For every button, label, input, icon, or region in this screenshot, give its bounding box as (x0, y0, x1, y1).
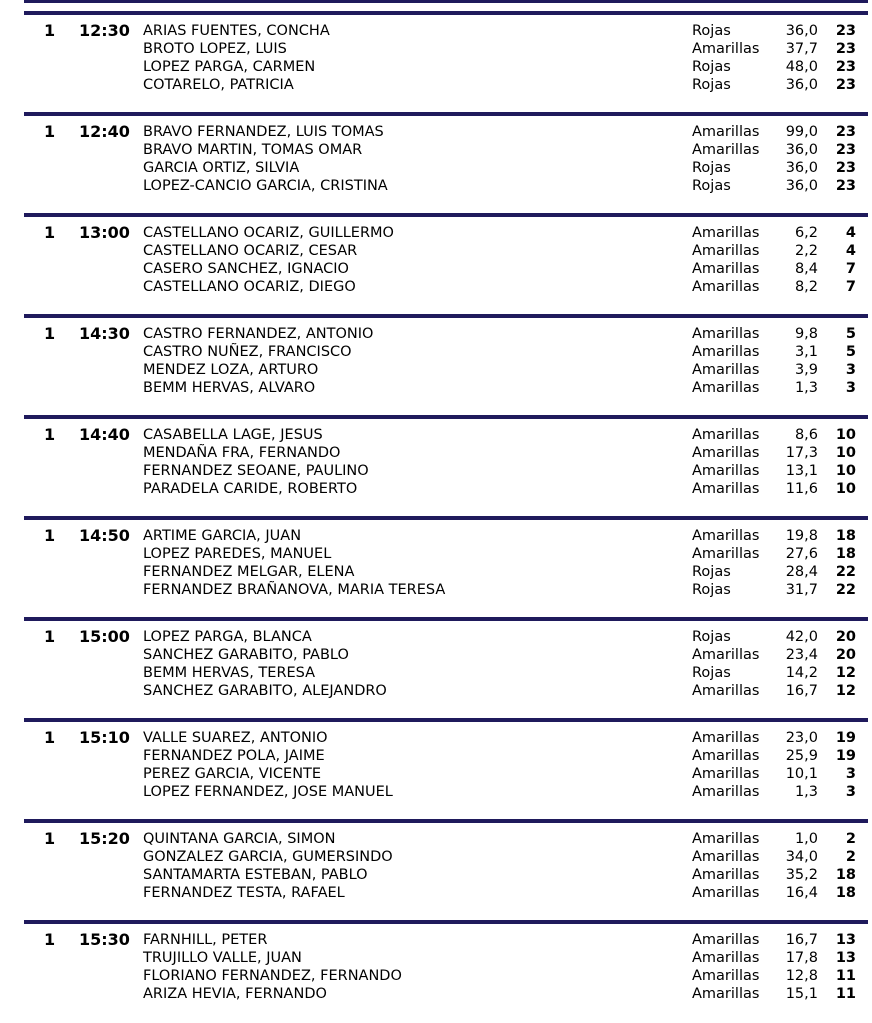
hole-number: 1 (44, 324, 56, 343)
player-row (0, 325, 872, 343)
handicap-index: 42,0 (785, 629, 818, 645)
handicap-index: 37,7 (785, 41, 818, 57)
handicap-index: 1,3 (794, 784, 818, 800)
handicap-index: 34,0 (785, 849, 818, 865)
handicap-index: 36,0 (785, 77, 818, 93)
group-divider (24, 213, 868, 217)
player-row (0, 480, 872, 498)
player-row (0, 931, 872, 949)
player-row (0, 426, 872, 444)
player-name: BRAVO MARTIN, TOMAS OMAR (143, 142, 363, 158)
tee-color: Rojas (692, 160, 731, 176)
playing-handicap: 7 (845, 261, 856, 277)
tee-color: Amarillas (692, 326, 760, 342)
tee-color: Amarillas (692, 766, 760, 782)
player-row (0, 581, 872, 599)
tee-time: 14:40 (79, 425, 130, 444)
player-row (0, 123, 872, 141)
tee-color: Amarillas (692, 867, 760, 883)
tee-time: 12:30 (79, 21, 130, 40)
tee-color: Rojas (692, 665, 731, 681)
hole-number: 1 (44, 627, 56, 646)
playing-handicap: 7 (845, 279, 856, 295)
handicap-index: 14,2 (785, 665, 818, 681)
handicap-index: 1,3 (794, 380, 818, 396)
tee-color: Rojas (692, 77, 731, 93)
handicap-index: 8,6 (794, 427, 818, 443)
player-name: CASTELLANO OCARIZ, GUILLERMO (143, 225, 394, 241)
playing-handicap: 20 (835, 629, 856, 645)
playing-handicap: 23 (835, 178, 856, 194)
player-name: CASABELLA LAGE, JESUS (143, 427, 323, 443)
player-row (0, 224, 872, 242)
playing-handicap: 18 (835, 885, 856, 901)
tee-time: 15:20 (79, 829, 130, 848)
player-row (0, 664, 872, 682)
tee-color: Amarillas (692, 528, 760, 544)
tee-color: Amarillas (692, 885, 760, 901)
player-name: FERNANDEZ SEOANE, PAULINO (143, 463, 369, 479)
player-list (0, 830, 872, 902)
playing-handicap: 19 (835, 748, 856, 764)
group-divider (24, 718, 868, 722)
handicap-index: 35,2 (785, 867, 818, 883)
tee-color: Rojas (692, 629, 731, 645)
player-row (0, 278, 872, 296)
player-row (0, 949, 872, 967)
tee-time-group (0, 920, 872, 1021)
player-row (0, 563, 872, 581)
tee-color: Amarillas (692, 986, 760, 1002)
player-row (0, 22, 872, 40)
playing-handicap: 13 (835, 932, 856, 948)
handicap-index: 25,9 (785, 748, 818, 764)
player-row (0, 141, 872, 159)
tee-time: 14:30 (79, 324, 130, 343)
handicap-index: 19,8 (785, 528, 818, 544)
tee-color: Rojas (692, 59, 731, 75)
player-row (0, 260, 872, 278)
player-name: LOPEZ FERNANDEZ, JOSE MANUEL (143, 784, 393, 800)
player-name: LOPEZ PAREDES, MANUEL (143, 546, 332, 562)
group-divider (24, 516, 868, 520)
tee-time-group (0, 314, 872, 415)
tee-color: Rojas (692, 564, 731, 580)
handicap-index: 11,6 (785, 481, 818, 497)
playing-handicap: 10 (835, 463, 856, 479)
handicap-index: 15,1 (785, 986, 818, 1002)
player-row (0, 361, 872, 379)
playing-handicap: 22 (835, 564, 856, 580)
handicap-index: 6,2 (794, 225, 818, 241)
player-name: CASTRO NUÑEZ, FRANCISCO (143, 344, 352, 360)
player-name: LOPEZ PARGA, BLANCA (143, 629, 312, 645)
group-divider (24, 112, 868, 116)
handicap-index: 1,0 (794, 831, 818, 847)
tee-color: Amarillas (692, 683, 760, 699)
handicap-index: 2,2 (794, 243, 818, 259)
playing-handicap: 18 (835, 546, 856, 562)
playing-handicap: 13 (835, 950, 856, 966)
player-row (0, 729, 872, 747)
tee-time-group (0, 11, 872, 112)
player-name: PARADELA CARIDE, ROBERTO (143, 481, 358, 497)
playing-handicap: 23 (835, 77, 856, 93)
handicap-index: 27,6 (785, 546, 818, 562)
player-list (0, 426, 872, 498)
handicap-index: 17,3 (785, 445, 818, 461)
player-row (0, 343, 872, 361)
player-row (0, 848, 872, 866)
tee-color: Amarillas (692, 427, 760, 443)
handicap-index: 8,4 (794, 261, 818, 277)
player-name: VALLE SUAREZ, ANTONIO (143, 730, 328, 746)
player-name: SANTAMARTA ESTEBAN, PABLO (143, 867, 368, 883)
player-row (0, 628, 872, 646)
tee-color: Rojas (692, 178, 731, 194)
handicap-index: 48,0 (785, 59, 818, 75)
tee-color: Amarillas (692, 784, 760, 800)
group-divider (24, 415, 868, 419)
player-name: CASERO SANCHEZ, IGNACIO (143, 261, 349, 277)
player-list (0, 22, 872, 94)
playing-handicap: 5 (845, 344, 856, 360)
player-name: BEMM HERVAS, ALVARO (143, 380, 316, 396)
hole-number: 1 (44, 21, 56, 40)
player-row (0, 765, 872, 783)
playing-handicap: 23 (835, 41, 856, 57)
player-list (0, 931, 872, 1003)
tee-color: Amarillas (692, 124, 760, 140)
player-name: FLORIANO FERNANDEZ, FERNANDO (143, 968, 402, 984)
player-name: ARIAS FUENTES, CONCHA (143, 23, 330, 39)
tee-color: Amarillas (692, 932, 760, 948)
tee-time: 13:00 (79, 223, 130, 242)
player-row (0, 462, 872, 480)
handicap-index: 3,1 (794, 344, 818, 360)
player-row (0, 159, 872, 177)
tee-color: Amarillas (692, 445, 760, 461)
group-divider (24, 314, 868, 318)
playing-handicap: 3 (845, 766, 856, 782)
handicap-index: 23,4 (785, 647, 818, 663)
playing-handicap: 10 (835, 445, 856, 461)
handicap-index: 16,7 (785, 683, 818, 699)
player-row (0, 646, 872, 664)
player-list (0, 325, 872, 397)
player-name: FARNHILL, PETER (143, 932, 268, 948)
handicap-index: 10,1 (785, 766, 818, 782)
tee-color: Amarillas (692, 362, 760, 378)
handicap-index: 3,9 (794, 362, 818, 378)
player-row (0, 545, 872, 563)
tee-color: Amarillas (692, 831, 760, 847)
tee-time: 15:10 (79, 728, 130, 747)
playing-handicap: 23 (835, 160, 856, 176)
playing-handicap: 10 (835, 481, 856, 497)
player-row (0, 76, 872, 94)
playing-handicap: 2 (845, 849, 856, 865)
handicap-index: 8,2 (794, 279, 818, 295)
handicap-index: 36,0 (785, 160, 818, 176)
handicap-index: 12,8 (785, 968, 818, 984)
tee-color: Amarillas (692, 748, 760, 764)
player-name: BRAVO FERNANDEZ, LUIS TOMAS (143, 124, 384, 140)
tee-color: Amarillas (692, 463, 760, 479)
player-row (0, 242, 872, 260)
player-row (0, 58, 872, 76)
hole-number: 1 (44, 425, 56, 444)
player-list (0, 224, 872, 296)
handicap-index: 28,4 (785, 564, 818, 580)
tee-color: Amarillas (692, 279, 760, 295)
hole-number: 1 (44, 829, 56, 848)
tee-color: Amarillas (692, 950, 760, 966)
tee-color: Amarillas (692, 546, 760, 562)
handicap-index: 36,0 (785, 142, 818, 158)
tee-color: Rojas (692, 23, 731, 39)
tee-color: Amarillas (692, 142, 760, 158)
player-name: LOPEZ-CANCIO GARCIA, CRISTINA (143, 178, 388, 194)
player-row (0, 866, 872, 884)
player-row (0, 444, 872, 462)
tee-time: 15:00 (79, 627, 130, 646)
player-name: FERNANDEZ TESTA, RAFAEL (143, 885, 345, 901)
player-name: MENDEZ LOZA, ARTURO (143, 362, 319, 378)
tee-color: Amarillas (692, 968, 760, 984)
group-divider (24, 617, 868, 621)
playing-handicap: 11 (835, 986, 856, 1002)
handicap-index: 36,0 (785, 23, 818, 39)
tee-color: Amarillas (692, 41, 760, 57)
player-name: GONZALEZ GARCIA, GUMERSINDO (143, 849, 393, 865)
group-divider (24, 819, 868, 823)
handicap-index: 23,0 (785, 730, 818, 746)
tee-time-group (0, 819, 872, 920)
tee-color: Amarillas (692, 344, 760, 360)
group-divider (24, 920, 868, 924)
tee-color: Amarillas (692, 225, 760, 241)
player-name: CASTRO FERNANDEZ, ANTONIO (143, 326, 374, 342)
player-name: CASTELLANO OCARIZ, DIEGO (143, 279, 356, 295)
playing-handicap: 22 (835, 582, 856, 598)
playing-handicap: 23 (835, 59, 856, 75)
tee-time: 12:40 (79, 122, 130, 141)
player-name: SANCHEZ GARABITO, ALEJANDRO (143, 683, 387, 699)
playing-handicap: 11 (835, 968, 856, 984)
playing-handicap: 19 (835, 730, 856, 746)
hole-number: 1 (44, 930, 56, 949)
player-name: TRUJILLO VALLE, JUAN (143, 950, 302, 966)
top-divider (24, 0, 868, 3)
playing-handicap: 10 (835, 427, 856, 443)
player-list (0, 628, 872, 700)
playing-handicap: 3 (845, 784, 856, 800)
hole-number: 1 (44, 122, 56, 141)
playing-handicap: 2 (845, 831, 856, 847)
hole-number: 1 (44, 728, 56, 747)
player-name: ARTIME GARCIA, JUAN (143, 528, 302, 544)
player-name: LOPEZ PARGA, CARMEN (143, 59, 316, 75)
player-row (0, 177, 872, 195)
player-row (0, 783, 872, 801)
playing-handicap: 12 (835, 665, 856, 681)
playing-handicap: 5 (845, 326, 856, 342)
playing-handicap: 18 (835, 867, 856, 883)
tee-time-group (0, 112, 872, 213)
tee-color: Rojas (692, 582, 731, 598)
tee-color: Amarillas (692, 849, 760, 865)
player-row (0, 379, 872, 397)
tee-time: 15:30 (79, 930, 130, 949)
tee-color: Amarillas (692, 730, 760, 746)
playing-handicap: 18 (835, 528, 856, 544)
player-name: FERNANDEZ POLA, JAIME (143, 748, 325, 764)
player-row (0, 884, 872, 902)
player-name: PEREZ GARCIA, VICENTE (143, 766, 322, 782)
handicap-index: 99,0 (785, 124, 818, 140)
group-divider (24, 11, 868, 15)
tee-time-group (0, 213, 872, 314)
tee-time-group (0, 617, 872, 718)
tee-time-group (0, 718, 872, 819)
playing-handicap: 3 (845, 380, 856, 396)
tee-color: Amarillas (692, 481, 760, 497)
playing-handicap: 23 (835, 23, 856, 39)
player-name: BEMM HERVAS, TERESA (143, 665, 316, 681)
player-row (0, 40, 872, 58)
player-name: MENDAÑA FRA, FERNANDO (143, 445, 341, 461)
player-name: CASTELLANO OCARIZ, CESAR (143, 243, 358, 259)
handicap-index: 9,8 (794, 326, 818, 342)
handicap-index: 31,7 (785, 582, 818, 598)
player-row (0, 830, 872, 848)
handicap-index: 16,7 (785, 932, 818, 948)
player-name: GARCIA ORTIZ, SILVIA (143, 160, 300, 176)
hole-number: 1 (44, 526, 56, 545)
player-list (0, 527, 872, 599)
player-name: SANCHEZ GARABITO, PABLO (143, 647, 349, 663)
playing-handicap: 23 (835, 142, 856, 158)
player-row (0, 527, 872, 545)
player-row (0, 967, 872, 985)
playing-handicap: 3 (845, 362, 856, 378)
playing-handicap: 4 (845, 243, 856, 259)
handicap-index: 17,8 (785, 950, 818, 966)
tee-color: Amarillas (692, 243, 760, 259)
tee-color: Amarillas (692, 380, 760, 396)
tee-time: 14:50 (79, 526, 130, 545)
playing-handicap: 12 (835, 683, 856, 699)
hole-number: 1 (44, 223, 56, 242)
player-row (0, 747, 872, 765)
player-name: COTARELO, PATRICIA (143, 77, 294, 93)
player-row (0, 682, 872, 700)
player-name: ARIZA HEVIA, FERNANDO (143, 986, 327, 1002)
player-row (0, 985, 872, 1003)
player-name: FERNANDEZ BRAÑANOVA, MARIA TERESA (143, 582, 446, 598)
tee-times-list (0, 11, 872, 1021)
player-name: QUINTANA GARCIA, SIMON (143, 831, 336, 847)
tee-color: Amarillas (692, 647, 760, 663)
player-name: FERNANDEZ MELGAR, ELENA (143, 564, 355, 580)
player-list (0, 729, 872, 801)
playing-handicap: 4 (845, 225, 856, 241)
handicap-index: 16,4 (785, 885, 818, 901)
tee-time-group (0, 516, 872, 617)
tee-color: Amarillas (692, 261, 760, 277)
playing-handicap: 20 (835, 647, 856, 663)
player-list (0, 123, 872, 195)
handicap-index: 36,0 (785, 178, 818, 194)
playing-handicap: 23 (835, 124, 856, 140)
tee-time-group (0, 415, 872, 516)
handicap-index: 13,1 (785, 463, 818, 479)
player-name: BROTO LOPEZ, LUIS (143, 41, 287, 57)
